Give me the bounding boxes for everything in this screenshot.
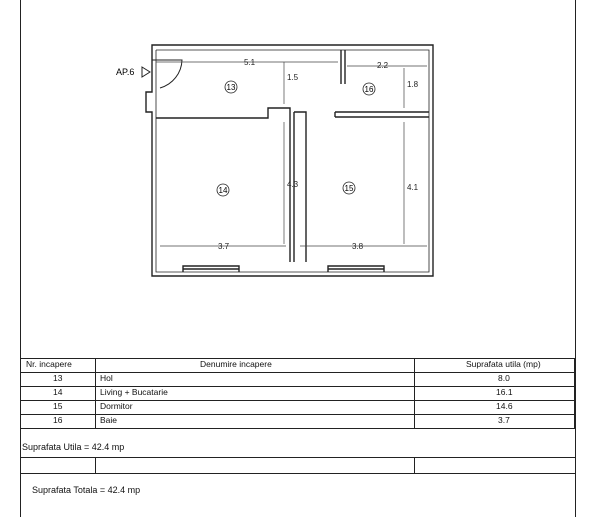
window-right (328, 266, 384, 272)
totals-col (414, 457, 415, 473)
entrance-arrow-icon (142, 67, 150, 77)
col-divider (574, 358, 575, 429)
cell-name: Hol (100, 373, 113, 383)
room-marker-15: 15 (344, 184, 354, 193)
table-row (20, 414, 575, 426)
col-divider (414, 358, 415, 429)
col-divider (95, 358, 96, 429)
cell-nr: 15 (53, 401, 63, 411)
dim-bath-height: 1.8 (407, 80, 419, 89)
cell-area: 3.7 (498, 415, 510, 425)
totals-col (95, 457, 96, 473)
table-header-row (20, 358, 575, 370)
entrance-label: AP.6 (116, 67, 135, 77)
window-left (183, 266, 239, 272)
dim-right-height: 4.1 (407, 183, 419, 192)
cell-name: Living + Bucatarie (100, 387, 168, 397)
cell-area: 8.0 (498, 373, 510, 383)
table-row (20, 400, 575, 412)
total-useful-area: Suprafata Utila = 42.4 mp (22, 442, 125, 452)
entrance-door (152, 60, 182, 88)
room-marker-14: 14 (218, 186, 228, 195)
hall-partition (156, 108, 306, 262)
room-marker-16: 16 (364, 85, 374, 94)
dim-bottom-left: 3.7 (218, 242, 230, 251)
cell-nr: 14 (53, 387, 63, 397)
cell-area: 14.6 (496, 401, 513, 411)
dim-hall-height: 1.5 (287, 73, 299, 82)
header-name: Denumire incapere (200, 359, 272, 369)
cell-name: Baie (100, 415, 118, 425)
cell-nr: 16 (53, 415, 63, 425)
table-row (20, 372, 575, 384)
total-built-area: Suprafata Totala = 42.4 mp (32, 485, 141, 495)
table-bottom-line (20, 428, 575, 429)
totals-divider (20, 473, 575, 474)
dim-bottom-right: 3.8 (352, 242, 364, 251)
dim-top-right: 2.2 (377, 61, 389, 70)
outer-wall-inner (156, 50, 429, 272)
header-nr: Nr. incapere (26, 359, 72, 369)
totals-divider (20, 457, 575, 458)
dim-top-left: 5.1 (244, 58, 256, 67)
cell-area: 16.1 (496, 387, 513, 397)
dim-left-height: 4.3 (287, 180, 299, 189)
cell-nr: 13 (53, 373, 63, 383)
room-marker-13: 13 (226, 83, 236, 92)
table-row (20, 386, 575, 398)
cell-name: Dormitor (100, 401, 133, 411)
header-area: Suprafata utila (mp) (466, 359, 541, 369)
col-divider (20, 358, 21, 429)
